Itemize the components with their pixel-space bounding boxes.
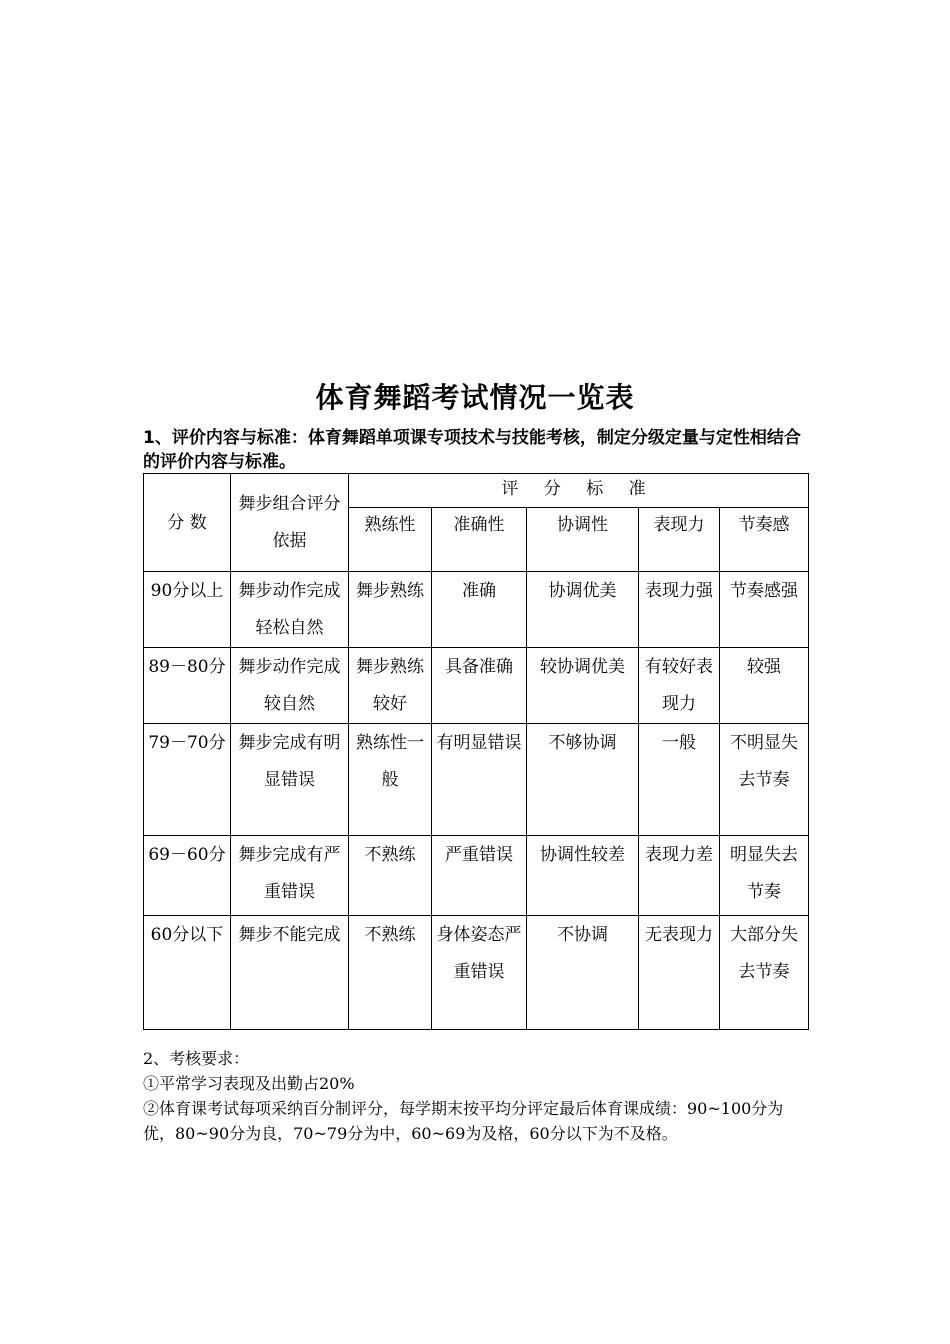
score-cell: 79－70分 (144, 724, 231, 836)
table-cell: 熟练性一般 (349, 724, 432, 836)
subheader-cell: 表现力 (639, 508, 720, 572)
intro-paragraph: 1、评价内容与标准：体育舞蹈单项课专项技术与技能考核，制定分级定量与定性相结合的评价内容与标准。 (143, 428, 801, 472)
table-cell: 有较好表现力 (639, 648, 720, 724)
table-cell: 有明显错误 (432, 724, 527, 836)
basis-cell: 舞步动作完成轻松自然 (231, 572, 349, 648)
requirements-heading: 2、考核要求： (143, 1049, 250, 1068)
header-basis: 舞步组合评分依据 (231, 474, 349, 572)
basis-cell: 舞步完成有严重错误 (231, 836, 349, 916)
subheader-cell: 节奏感 (720, 508, 809, 572)
subheader-cell: 准确性 (432, 508, 527, 572)
table-cell: 明显失去节奏 (720, 836, 809, 916)
table-row (144, 724, 809, 836)
header-score: 分 数 (144, 474, 231, 572)
table-row (144, 648, 809, 724)
requirement-item: ①平常学习表现及出勤占20% (143, 1074, 355, 1093)
grading-table (143, 473, 809, 1030)
basis-cell: 舞步不能完成 (231, 916, 349, 1030)
table-row (144, 916, 809, 1030)
table-cell: 舞步熟练 (349, 572, 432, 648)
table-cell: 协调优美 (527, 572, 639, 648)
table-cell: 表现力强 (639, 572, 720, 648)
score-cell: 69－60分 (144, 836, 231, 916)
table-cell: 大部分失去节奏 (720, 916, 809, 1030)
table-cell: 准确 (432, 572, 527, 648)
requirements-section (143, 1046, 813, 1146)
score-cell: 89－80分 (144, 648, 231, 724)
requirement-item: ②体育课考试每项采纳百分制评分，每学期末按平均分评定最后体育课成绩：90~100分为优，80~90分为良，70~79分为中，60~69为及格，60分以下为不及格。 (143, 1099, 784, 1143)
table-cell: 协调性较差 (527, 836, 639, 916)
basis-cell: 舞步完成有明显错误 (231, 724, 349, 836)
score-cell: 60分以下 (144, 916, 231, 1030)
table-cell: 一般 (639, 724, 720, 836)
table-cell: 表现力差 (639, 836, 720, 916)
table-row (144, 572, 809, 648)
score-cell: 90分以上 (144, 572, 231, 648)
table-row (144, 836, 809, 916)
table-cell: 不熟练 (349, 836, 432, 916)
header-standard: 评 分 标 准 (349, 474, 809, 508)
table-cell: 不明显失去节奏 (720, 724, 809, 836)
table-cell: 较强 (720, 648, 809, 724)
header-row (144, 474, 809, 508)
table-cell: 严重错误 (432, 836, 527, 916)
table-cell: 不熟练 (349, 916, 432, 1030)
table-cell: 不协调 (527, 916, 639, 1030)
table-cell: 较协调优美 (527, 648, 639, 724)
table-cell: 不够协调 (527, 724, 639, 836)
page-title: 体育舞蹈考试情况一览表 (315, 381, 635, 414)
subheader-cell: 协调性 (527, 508, 639, 572)
table-cell: 舞步熟练较好 (349, 648, 432, 724)
table-cell: 节奏感强 (720, 572, 809, 648)
table-cell: 无表现力 (639, 916, 720, 1030)
table-cell: 身体姿态严重错误 (432, 916, 527, 1030)
table-cell: 具备准确 (432, 648, 527, 724)
basis-cell: 舞步动作完成较自然 (231, 648, 349, 724)
subheader-cell: 熟练性 (349, 508, 432, 572)
